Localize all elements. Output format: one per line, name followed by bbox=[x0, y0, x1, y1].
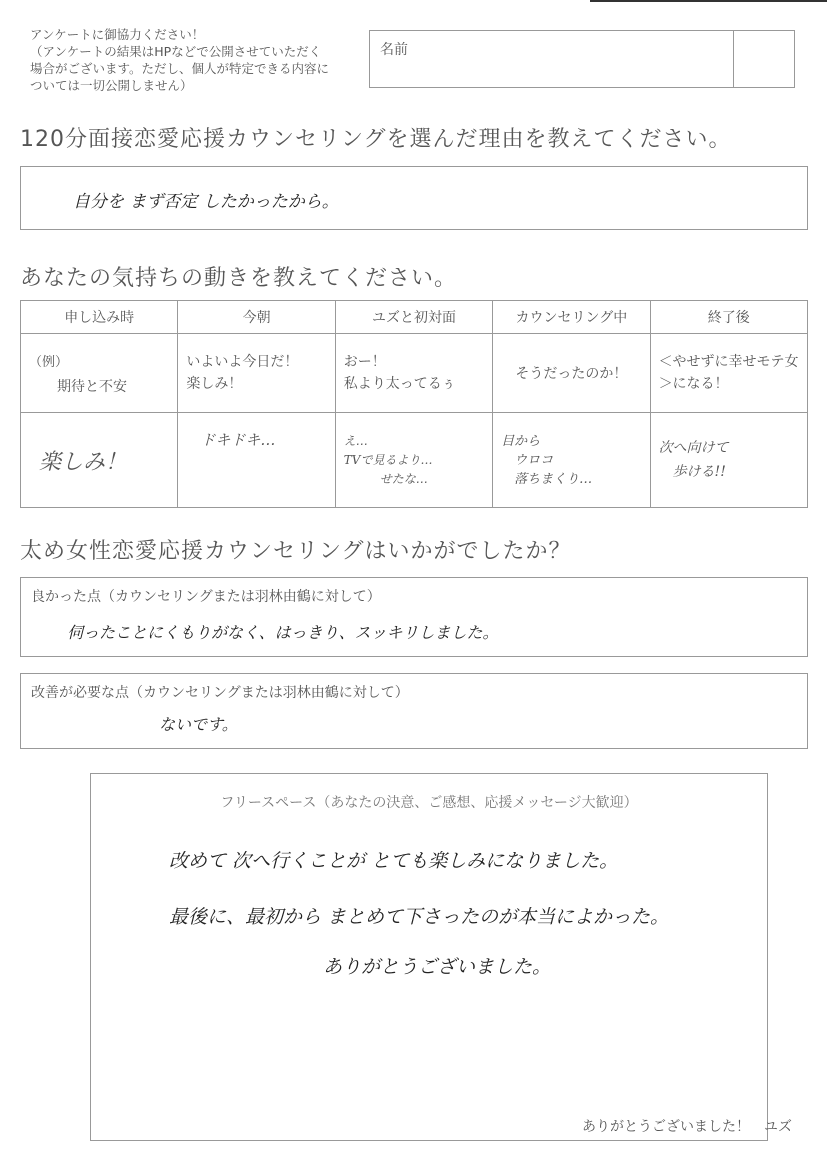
q1-answer-box[interactable] bbox=[20, 166, 808, 230]
answer-row bbox=[21, 413, 808, 508]
survey-notice bbox=[30, 26, 360, 94]
answer-cell[interactable]: え… TVで見るより… せたな… bbox=[335, 413, 492, 508]
improvement-box[interactable] bbox=[20, 673, 808, 749]
top-edge-line bbox=[590, 0, 827, 2]
free-space-line: 改めて 次へ行くことが とても楽しみになりました。 bbox=[169, 850, 619, 872]
example-text: 期待と不安 bbox=[57, 378, 127, 395]
good-points-label: 良かった点（カウンセリングまたは羽林由鶴に対して） bbox=[31, 589, 381, 605]
q2-title: あなたの気持ちの動きを教えてください。 bbox=[20, 266, 458, 291]
example-cell: そうだったのか！ bbox=[493, 334, 650, 413]
answer-cell[interactable]: 次へ向けて 歩ける!! bbox=[650, 413, 807, 508]
notice-line: 場合がございます。ただし、個人が特定できる内容に bbox=[30, 61, 330, 76]
col-header: 申し込み時 bbox=[21, 301, 178, 334]
example-label: （例） bbox=[29, 354, 69, 370]
q1-title: 120分面接恋愛応援カウンセリングを選んだ理由を教えてください。 bbox=[20, 127, 732, 152]
free-space-line: 最後に、最初から まとめて下さったのが本当によかった。 bbox=[169, 906, 670, 928]
col-header: ユズと初対面 bbox=[335, 301, 492, 334]
name-label: 名前 bbox=[380, 42, 408, 58]
notice-line: アンケートに御協力ください！ bbox=[30, 27, 205, 42]
example-cell bbox=[21, 334, 178, 413]
free-space-line: ありがとうございました。 bbox=[323, 956, 552, 978]
col-header: 終了後 bbox=[650, 301, 807, 334]
col-header: 今朝 bbox=[178, 301, 335, 334]
good-points-answer: 伺ったことにくもりがなく、はっきり、スッキリしました。 bbox=[67, 623, 499, 642]
table-header-row bbox=[21, 301, 808, 334]
name-field[interactable] bbox=[369, 30, 795, 88]
improvement-label: 改善が必要な点（カウンセリングまたは羽林由鶴に対して） bbox=[31, 685, 409, 701]
notice-line: （アンケートの結果はHPなどで公開させていただく bbox=[30, 44, 322, 59]
answer-cell[interactable]: 目から ウロコ 落ちまくり… bbox=[493, 413, 650, 508]
good-points-box[interactable] bbox=[20, 577, 808, 657]
q1-answer: 自分を まず否定 したかったから。 bbox=[73, 192, 339, 212]
feelings-table bbox=[20, 300, 808, 508]
example-cell: ＜やせずに幸せモテ女＞になる！ bbox=[650, 334, 807, 413]
example-row bbox=[21, 334, 808, 413]
improvement-answer: ないです。 bbox=[159, 715, 238, 734]
notice-line: ついては一切公開しません） bbox=[30, 78, 193, 93]
closing-message: ありがとうございました！ ユズ bbox=[582, 1119, 792, 1135]
q3-title: 太め女性恋愛応援カウンセリングはいかがでしたか？ bbox=[20, 539, 572, 564]
free-space-box[interactable] bbox=[90, 773, 768, 1141]
example-cell: いよいよ今日だ！ 楽しみ！ bbox=[178, 334, 335, 413]
name-field-divider bbox=[733, 31, 734, 87]
col-header: カウンセリング中 bbox=[493, 301, 650, 334]
answer-cell[interactable]: 楽しみ！ bbox=[21, 413, 178, 508]
free-space-caption: フリースペース（あなたの決意、ご感想、応援メッセージ大歓迎） bbox=[220, 795, 638, 811]
example-cell: おー！ 私より太ってるぅ bbox=[335, 334, 492, 413]
answer-cell[interactable]: ドキドキ… bbox=[178, 413, 335, 508]
